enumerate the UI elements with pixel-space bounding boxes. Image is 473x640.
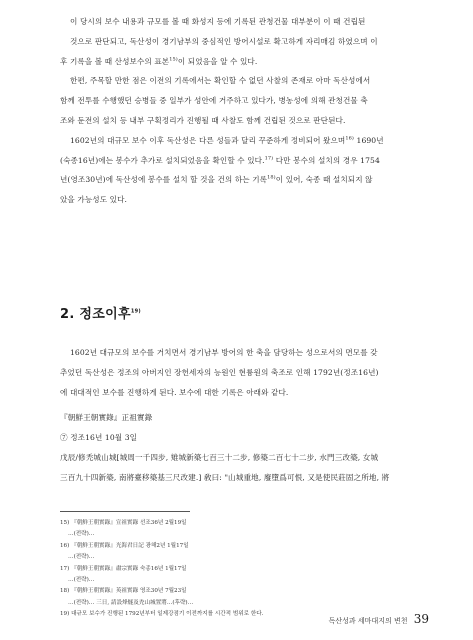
text-span: (숙종16년)에는 봉수가 추가로 설치되었음을 확인할 수 있다.	[60, 155, 265, 165]
section-heading	[60, 303, 141, 322]
footnote-ref[interactable]: 18)	[267, 174, 276, 181]
text-line: 함께 전투를 수행했던 승병들 중 일부가 성안에 거주하고 있다가, 병농성에 의해 관청건물 축	[60, 96, 368, 106]
source-text-line: 三百九十四新築, 南將臺移築基三尺改建.] 敎曰: "山城重地, 廢墮爲可恨, 又是使民莊固之所地, 將	[60, 472, 390, 482]
text-line	[60, 52, 426, 72]
footnote-ref[interactable]: 19)	[130, 308, 141, 315]
body-text-block-2	[60, 343, 426, 488]
footnote-15: 15) 『朝鮮王朝實錄』宣祖實錄 선조36년 2월19일	[60, 520, 187, 526]
footnote-16-text: …(전략)…	[68, 554, 95, 561]
footnote-17-text: …(전략)…	[68, 577, 95, 584]
text-span: 1690년	[354, 135, 384, 145]
footnote-16: 16) 『朝鮮王朝實錄』光海君日記 광해2년 1월17일	[60, 542, 189, 549]
running-title: 독산성과 세마대지의 변천	[328, 617, 408, 625]
text-line: 추었던 독산성은 정조의 아버지인 장헌세자의 능원인 현륭원의 축조로 인해 1792년(정조16년)	[60, 367, 379, 377]
text-line: 것으로 판단되고, 독산성이 경기남부의 중심적인 방어시설로 확고하게 자리매김 하였으며 이	[70, 36, 378, 46]
text-span: 이 되었음을 알 수 있다.	[177, 56, 258, 66]
text-span: 후 기록을 볼 때 산성보수의 표본	[60, 56, 170, 66]
text-span: 년(영조30년)에 독산성에 봉수를 설치 할 것을 건의 하는 기록	[60, 175, 268, 185]
text-span: 다만 봉수의 설치의 경우 1754	[273, 155, 380, 165]
footnote-18: 18) 『朝鮮王朝實錄』英祖實錄 영조30년 7월23일	[60, 588, 187, 595]
paragraph-temple	[60, 71, 426, 130]
text-line: 조와 둔전의 설치 등 내부 구획정리가 진행될 때 사찰도 함께 건립된 것으로 판단된다.	[60, 115, 346, 125]
footnote-19: 19) 대규모 보수가 진행된 1792년부터 일제강점기 이전까지를 시간적 범위로 한다.	[60, 611, 264, 618]
text-line	[60, 151, 426, 171]
text-line	[60, 131, 426, 151]
paragraph-1602	[60, 131, 426, 210]
text-line: 에 대대적인 보수를 진행하게 된다. 보수에 대한 기록은 아래와 같다.	[60, 387, 289, 397]
source-quote	[60, 408, 426, 487]
text-line	[60, 170, 426, 190]
text-span: 1602년의 대규모 보수 이후 독산성은 다른 성들과 달리 꾸준하게 정비되어 왔으며	[70, 135, 346, 145]
source-text-line: 戊辰/修禿城山城[城周一千四步, 雉城新築七百三十二步, 修築二百七十二步, 水門三改築, 女城	[60, 452, 379, 462]
footnote-divider	[60, 511, 190, 512]
page-number: 39	[413, 612, 429, 626]
footnote-ref[interactable]: 16)	[345, 135, 354, 142]
page-footer	[329, 612, 429, 626]
source-item: ⑦ 정조16년 10월 3일	[60, 433, 138, 443]
body-text-block-1	[60, 12, 426, 210]
section-title: 2. 정조이후	[60, 307, 131, 322]
source-title: 『朝鮮王朝實錄』正祖實錄	[60, 413, 153, 423]
text-line: 이 당시의 보수 내용과 규모를 볼 때 화성지 등에 기록된 관청건물 대부분이 이 때 건립된	[70, 17, 366, 26]
footnote-ref[interactable]: 17)	[264, 155, 274, 162]
footnote-17: 17) 『朝鮮王朝實錄』肅宗實錄 숙종16년 1월17일	[60, 565, 187, 572]
footnote-18-text: …(전략)… 三日, 請設烽燧及禿山城置將…(후략)…	[68, 599, 194, 606]
text-line: 1602년 대규모의 보수를 거치면서 경기남부 방어의 한 축을 담당하는 성으로서의 면모를 갖	[70, 348, 378, 357]
footnote-ref[interactable]: 15)	[169, 56, 178, 63]
footnotes	[60, 518, 426, 621]
text-line: 한편, 주목할 만한 점은 이전의 기록에서는 확인할 수 없던 사찰의 존재로 아마 독산성에서	[70, 76, 371, 86]
footnote-15-text: …(전략)…	[68, 531, 95, 538]
paragraph-1792	[60, 343, 426, 402]
paragraph-intro	[60, 12, 426, 71]
text-span: 이 있어, 숙종 때 설치되지 않	[275, 175, 373, 185]
text-line: 았을 가능성도 있다.	[60, 195, 128, 205]
